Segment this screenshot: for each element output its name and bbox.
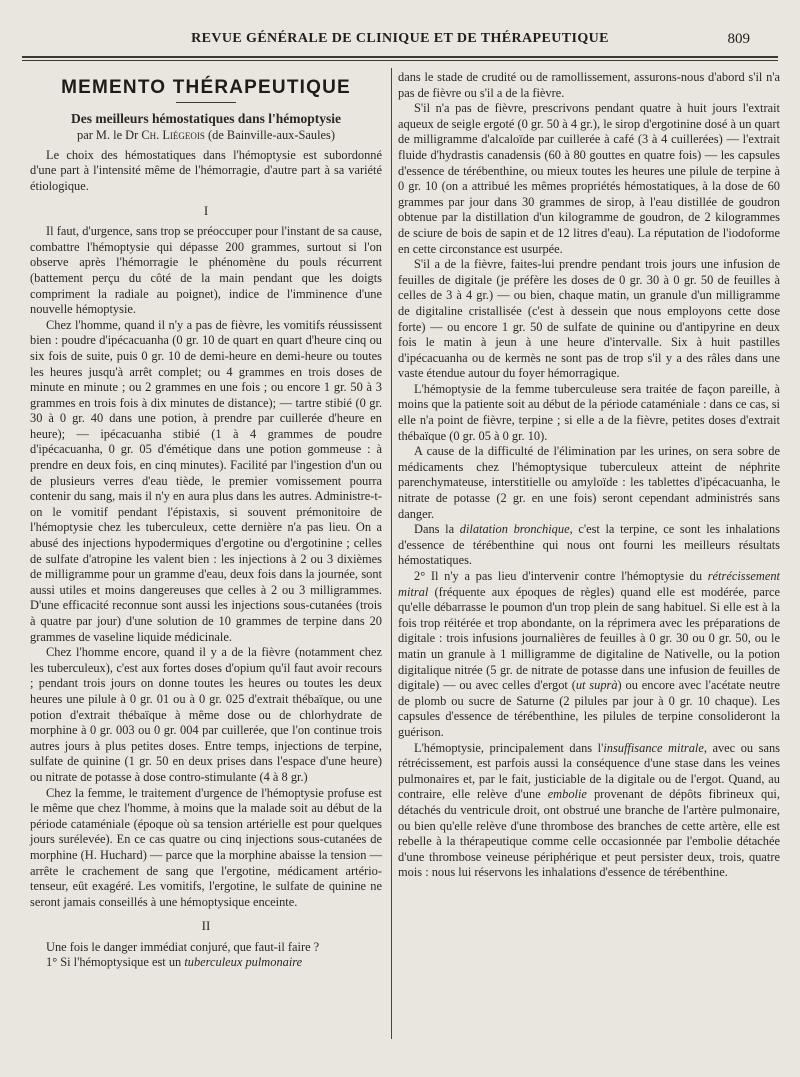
paragraph: Une fois le danger immédiat conjuré, que faut-il faire ? — [46, 939, 320, 954]
paragraph: Il faut, d'urgence, sans trop se préoccuper pour l'instant de sa cause, combattre l'hémoptysie qui dépasse 200 grammes, surtout si l'on observe après l'hémorragie le phénomène du pouls récurrent (battement perçu du côté de la main pendant que les doigts compriment la radiale au poignet), indice de l'imminence d'une nouvelle hémoptysie. — [30, 224, 382, 317]
text-run: , c'est la terpine, ce sont les inhalations d'essence de térébenthine qui nous ont fourni les meilleurs résultats hémostatiques. — [398, 522, 781, 568]
section-number: II — [201, 918, 211, 934]
paragraph: L'hémoptysie de la femme tuberculeuse sera traitée de façon pareille, à moins que la patiente soit au début de la période cataméniale : dans ce cas, si elle n'a point de fièvre, terpine ; si elle a de la fièvre, petites doses d'extrait thébaïque (0 gr. 05 à 0 gr. 10). — [398, 381, 780, 443]
paragraph: S'il a de la fièvre, faites-lui prendre pendant trois jours une infusion de feuilles de digitale (je préfère les doses de 0 gr. 30 à 0 gr. 50 de feuilles à celles de 3 à 4 gr.) — ou bien, chaque matin, un granule d'un milligramme de digitaline cristallisée (c'est à dessein que nous employons cette dose forte) — ou encore 1 gr. 50 de sulfate de quinine ou d'antipyrine en deux fois le matin à jeun à une heure d'intervalle. Six à huit pastilles d'ipécacuanha ou de kermès ne sont pas de trop s'il y a des râles dans une vaste étendue autour du foyer hémorragique. — [398, 257, 780, 381]
paragraph — [398, 569, 780, 741]
text-run: provenant de dépôts fibrineux qui, détachés du ventricule droit, ont obstrué une branche de l'artère pulmonaire, ou bien qu'elle relève d'une thrombose des branches de cette artère, elle est rebelle à la thérapeutique comme celle occasionnée par l'embolie détachée d'une thrombose veineuse périphérique et peut persister deux, trois, quatre mois : nous lui réservons les inhalations d'essence de térébenthine. — [398, 787, 780, 880]
byline-prefix: par M. le Dr — [77, 128, 139, 143]
column-divider — [391, 68, 392, 1039]
paragraph — [398, 522, 780, 569]
right-column — [398, 70, 780, 881]
text-run: ) ou encore avec l'acétate neutre de plomb ou sucre de Saturne (2 pilules par jour à 0 gr. 10 chaque). Les capsules d'essence de térébenthine, les pilules de terpine consolideront la guérison. — [398, 678, 781, 739]
italic-run: tuberculeux pulmonaire — [184, 955, 303, 970]
paragraph: dans le stade de crudité ou de ramollissement, assurons-nous d'abord s'il n'a pas de fièvre ou s'il a de la fièvre. — [398, 70, 780, 100]
text-run: , avec ou sans rétrécissement, est parfois aussi la conséquence d'une stase dans les veines pulmonaires et, par le fait, justiciable de la digitale ou de l'ergot. Quand, au contraire, elle relève d'une — [398, 740, 780, 802]
italic-run: embolie — [547, 787, 587, 802]
text-run: 2° Il n'y a pas lieu d'intervenir contre l'hémoptysie du — [414, 569, 703, 583]
paragraph: Chez l'homme encore, quand il y a de la fièvre (notamment chez les tuberculeux), c'est aux fortes doses d'opium qu'il faut avoir recours ; pendant trois jours on donne toutes les heures ou toutes les deux heures une pilule à 0 gr. 01 ou à 0 gr. 025 d'extrait thébaïque, ou une potion d'extrait thébaïque à même dose ou de chlorhydrate de morphine à 0 gr. 003 ou 0 gr. 004 par cuillerée, que l'on continue trois autres jours à plus petites doses. Entre temps, injections de terpine, sulfate de quinine (1 gr. 50 en deux prises dans l'espace d'une heure) ou nitrate de potasse à dose contro-stimulante (4 à 8 gr.) — [30, 645, 382, 784]
header-rule — [22, 56, 778, 58]
paragraph: Le choix des hémostatiques dans l'hémoptysie est subordonné d'une part à l'intensité même de l'hémorragie, d'autre part à sa variété étiologique. — [30, 147, 382, 193]
italic-run: ut suprà — [575, 678, 618, 693]
section-number: I — [203, 202, 209, 218]
byline — [30, 128, 382, 144]
text-run: L'hémoptysie, principalement dans l' — [414, 740, 604, 755]
article-title: Des meilleurs hémostatiques dans l'hémoptysie — [71, 110, 341, 126]
journal-title: REVUE GÉNÉRALE DE CLINIQUE ET DE THÉRAPEUTIQUE — [191, 31, 609, 46]
paragraph: Chez l'homme, quand il n'y a pas de fièvre, les vomitifs réussissent bien : poudre d'ipécacuanha (0 gr. 10 de quart en quart d'heure cinq ou six fois de suite, puis 0 gr. 10 de demi-heure en demi-heure ou toutes les heures jusqu'à arrêt complet; ou 4 grammes en trois doses de minute en minute ; ou 2 grammes en une fois ; ou encore 1 gr. 50 à 3 grammes en trois fois à dix minutes de distance); — tartre stibié (0 gr. 30 à 0 gr. 40 dans une potion, à prendre par cuillerée d'heure en heure); — ipécacuanha stibié (1 à 4 grammes de poudre d'ipécacuanha, 0 gr. 05 d'émétique dans une potion gommeuse : à prendre en deux fois, en cinq minutes). Facilité par l'ingestion d'un ou de plusieurs verres d'eau tiède, le premier vomissement pourra contenir du sang, mais il n'y en aura plus dans les autres. Administre-t-on le vomitif pendant l'épistaxis, si souvent prémonitoire de l'hémoptysie chez les tuberculeux, cette dernière n'a pas lieu. On a abusé des injections hypodermiques d'ergotine ou d'ergotinine ; celles de sulfate d'atropine les valent bien : les injections à 2 ou 3 dixièmes de milligramme pour un gramme d'eau, deux fois dans la journée, sont aussi utiles et moins dangereuses que celles à 2 ou 3 milligrammes. D'une efficacité reconnue sont aussi les injections sous-cutanées (trois à quatre par jour) d'une solution de 10 grammes de terpine dans 20 grammes de vaseline liquide médicinale. — [30, 317, 382, 644]
byline-author: Ch. Liégeois — [141, 128, 205, 143]
page-number: 809 — [727, 31, 750, 47]
paragraph: Chez la femme, le traitement d'urgence de l'hémoptysie profuse est le même que chez l'homme, à moins que la malade soit au début de la période cataméniale (époque où sa tension artérielle est pour quelques jours surélevée). En ce cas quatre ou cinq injections sous-cutanées de morphine (H. Huchard) — parce que la morphine abaisse la tension — arrête le crachement de sang que l'ergotine, médicament artério-tenseur, eût exagéré. Les vomitifs, l'ergotine, le sulfate de quinine ne seront jamais conseillés à une hémoptysique enceinte. — [30, 785, 382, 909]
heading-rule — [176, 102, 236, 103]
text-run: Dans la — [414, 522, 455, 537]
paragraph: S'il n'a pas de fièvre, prescrivons pendant quatre à huit jours l'extrait aqueux de seigle ergoté (0 gr. 50 à 4 gr.), le sirop d'ergotinine dosé à un quart de milligramme d'alcaloïde par cuillerée à café (3 à 4 cuillerées) — l'extrait fluide d'hydrastis canadensis (60 à 80 gouttes en quatre fois) — les capsules d'essence de térébenthine, ou mieux toutes les heures une pilule de terpine à 0 gr. 10 (on a attribué les mêmes propriétés hémostatiques, à la dose de 60 grammes par jour dans 30 grammes de sirop, à l'eau distillée de goudron obtenue par la distillation d'un kilogramme de goudron, de 2 kilogrammes de sciure de bois de sapin et de 12 litres d'eau). La réputation de l'iodoforme en cette circonstance est usurpée. — [398, 101, 780, 256]
italic-run: rétrécissement mitral — [398, 569, 780, 599]
header-rule-thin — [22, 60, 778, 61]
left-column — [30, 70, 382, 971]
section-heading: MEMENTO THÉRAPEUTIQUE — [61, 77, 351, 98]
paragraph: A cause de la difficulté de l'élimination par les urines, on sera sobre de médicaments chez l'hémoptysique tuberculeux atteint de néphrite parenchymateuse, interstitielle ou amyloïde : les tablettes d'ipécacuanha, le nitrate de potasse (2 gr. en une fois) seront cependant administrés sans danger. — [398, 444, 780, 521]
italic-run: dilatation bronchique — [459, 522, 570, 537]
byline-suffix: (de Bainville-aux-Saules) — [208, 128, 335, 143]
text-run: 1° Si l'hémoptysique est un — [46, 955, 182, 970]
text-run: (fréquente aux époques de règles) quand elle est modérée, parce qu'elle débarrasse le poumon d'un trop plein de sang habituel. Si elle est à la fois trop réitérée et trop abondante, on la réprimera avec les préparations de digitale : trois infusions journalières de feuilles à 0 gr. 30 ou 0 gr. 50, ou le matin un granule à 1 milligramme de digitaline de Nativelle, ou la potion digitalique nitrée (5 gr. de nitrate de potasse dans une infusion de feuilles de digitale) — ou avec celles d'ergot ( — [398, 584, 780, 693]
paragraph — [30, 955, 382, 971]
running-header — [22, 26, 778, 56]
italic-run: insuffisance mitrale — [603, 740, 704, 755]
paragraph — [398, 741, 780, 881]
